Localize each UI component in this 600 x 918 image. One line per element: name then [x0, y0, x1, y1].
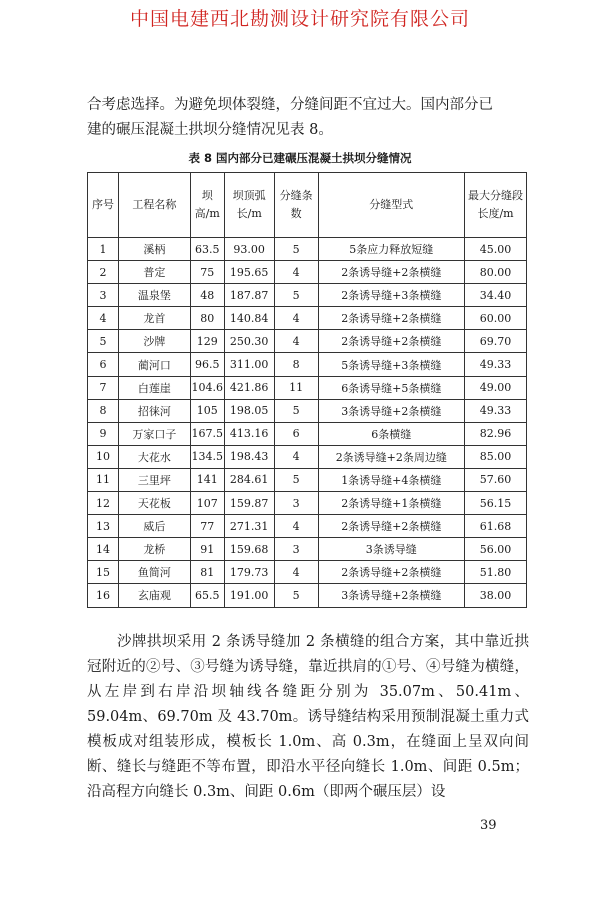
cell-no: 16 — [88, 584, 119, 607]
cell-height: 80 — [190, 307, 224, 330]
cell-name: 龙桥 — [118, 538, 190, 561]
cell-type: 5条应力释放短缝 — [318, 238, 465, 261]
cell-joints: 5 — [274, 468, 318, 491]
cell-height: 91 — [190, 538, 224, 561]
table-row — [88, 399, 527, 422]
cell-no: 10 — [88, 445, 119, 468]
cell-no: 11 — [88, 468, 119, 491]
cell-joints: 11 — [274, 376, 318, 399]
cell-no: 6 — [88, 353, 119, 376]
table-row — [88, 330, 527, 353]
cell-crest: 284.61 — [224, 468, 274, 491]
cell-type: 5条诱导缝+3条横缝 — [318, 353, 465, 376]
intro-paragraph — [87, 93, 529, 143]
cell-height: 129 — [190, 330, 224, 353]
cell-height: 104.6 — [190, 376, 224, 399]
cell-type: 2条诱导缝+2条横缝 — [318, 307, 465, 330]
cell-crest: 198.43 — [224, 445, 274, 468]
intro-line-1: 合考虑选择。为避免坝体裂缝，分缝间距不宜过大。国内部分已 — [87, 97, 493, 113]
cell-crest: 250.30 — [224, 330, 274, 353]
cell-name: 威后 — [118, 515, 190, 538]
cell-type: 2条诱导缝+2条横缝 — [318, 515, 465, 538]
cell-crest: 413.16 — [224, 422, 274, 445]
header-joints: 分缝条数 — [274, 173, 318, 238]
joint-table — [87, 172, 527, 608]
cell-no: 4 — [88, 307, 119, 330]
body-paragraph: 沙牌拱坝采用 2 条诱导缝加 2 条横缝的组合方案，其中靠近拱冠附近的②号、③号缝为诱导缝，靠近拱肩的①号、④号缝为横缝，从左岸到右岸沿坝轴线各缝距分别为 35.07m、50.41m、59.04m、69.70m 及 43.70m。诱导缝结构采用预制混凝土重力式模板成对组装形成，模板长 1.0m、高 0.3m，在缝面上呈双向间断、缝长与缝距不等布置，即沿水平径向缝长 1.0m、间距 0.5m；沿高程方向缝长 0.3m、间距 0.6m（即两个碾压层）设 — [87, 634, 529, 800]
cell-name: 溪柄 — [118, 238, 190, 261]
cell-maxlen: 85.00 — [465, 445, 527, 468]
cell-crest: 198.05 — [224, 399, 274, 422]
cell-type: 2条诱导缝+2条周边缝 — [318, 445, 465, 468]
cell-maxlen: 69.70 — [465, 330, 527, 353]
cell-maxlen: 82.96 — [465, 422, 527, 445]
cell-crest: 421.86 — [224, 376, 274, 399]
cell-height: 65.5 — [190, 584, 224, 607]
cell-maxlen: 49.33 — [465, 399, 527, 422]
cell-name: 天花板 — [118, 492, 190, 515]
cell-joints: 3 — [274, 538, 318, 561]
cell-maxlen: 80.00 — [465, 261, 527, 284]
cell-no: 13 — [88, 515, 119, 538]
cell-name: 白莲崖 — [118, 376, 190, 399]
cell-maxlen: 56.00 — [465, 538, 527, 561]
cell-height: 48 — [190, 284, 224, 307]
table-row — [88, 376, 527, 399]
cell-type: 2条诱导缝+1条横缝 — [318, 492, 465, 515]
cell-name: 玄庙观 — [118, 584, 190, 607]
cell-name: 温泉堡 — [118, 284, 190, 307]
cell-crest: 271.31 — [224, 515, 274, 538]
cell-no: 9 — [88, 422, 119, 445]
cell-no: 5 — [88, 330, 119, 353]
cell-joints: 5 — [274, 399, 318, 422]
cell-maxlen: 51.80 — [465, 561, 527, 584]
cell-height: 141 — [190, 468, 224, 491]
cell-joints: 5 — [274, 238, 318, 261]
table-row — [88, 307, 527, 330]
table-row — [88, 353, 527, 376]
cell-maxlen: 56.15 — [465, 492, 527, 515]
cell-name: 龙首 — [118, 307, 190, 330]
table-row — [88, 261, 527, 284]
cell-type: 2条诱导缝+2条横缝 — [318, 261, 465, 284]
cell-joints: 5 — [274, 284, 318, 307]
cell-maxlen: 61.68 — [465, 515, 527, 538]
cell-type: 2条诱导缝+2条横缝 — [318, 330, 465, 353]
table-row — [88, 284, 527, 307]
table-row — [88, 584, 527, 607]
cell-type: 2条诱导缝+3条横缝 — [318, 284, 465, 307]
cell-type: 3条诱导缝+2条横缝 — [318, 584, 465, 607]
cell-name: 沙牌 — [118, 330, 190, 353]
cell-height: 75 — [190, 261, 224, 284]
table-header-row — [88, 173, 527, 238]
cell-name: 蔺河口 — [118, 353, 190, 376]
cell-no: 14 — [88, 538, 119, 561]
cell-no: 2 — [88, 261, 119, 284]
cell-crest: 179.73 — [224, 561, 274, 584]
cell-joints: 4 — [274, 330, 318, 353]
table-row — [88, 422, 527, 445]
table-row — [88, 238, 527, 261]
cell-no: 12 — [88, 492, 119, 515]
cell-name: 招徕河 — [118, 399, 190, 422]
cell-name: 大花水 — [118, 445, 190, 468]
cell-crest: 195.65 — [224, 261, 274, 284]
cell-no: 3 — [88, 284, 119, 307]
cell-joints: 4 — [274, 307, 318, 330]
cell-height: 105 — [190, 399, 224, 422]
cell-no: 7 — [88, 376, 119, 399]
table-row — [88, 445, 527, 468]
cell-maxlen: 34.40 — [465, 284, 527, 307]
cell-crest: 187.87 — [224, 284, 274, 307]
cell-type: 3条诱导缝 — [318, 538, 465, 561]
header-name: 工程名称 — [118, 173, 190, 238]
cell-maxlen: 60.00 — [465, 307, 527, 330]
cell-height: 96.5 — [190, 353, 224, 376]
cell-joints: 6 — [274, 422, 318, 445]
cell-maxlen: 57.60 — [465, 468, 527, 491]
table-row — [88, 515, 527, 538]
table-row — [88, 492, 527, 515]
header-type: 分缝型式 — [318, 173, 465, 238]
cell-type: 2条诱导缝+2条横缝 — [318, 561, 465, 584]
cell-joints: 4 — [274, 561, 318, 584]
cell-height: 63.5 — [190, 238, 224, 261]
cell-joints: 4 — [274, 445, 318, 468]
cell-type: 6条横缝 — [318, 422, 465, 445]
cell-crest: 159.68 — [224, 538, 274, 561]
page-number: 39 — [480, 818, 497, 833]
cell-height: 81 — [190, 561, 224, 584]
cell-crest: 159.87 — [224, 492, 274, 515]
cell-no: 1 — [88, 238, 119, 261]
cell-type: 3条诱导缝+2条横缝 — [318, 399, 465, 422]
cell-type: 6条诱导缝+5条横缝 — [318, 376, 465, 399]
cell-type: 1条诱导缝+4条横缝 — [318, 468, 465, 491]
header-height: 坝高/m — [190, 173, 224, 238]
table-caption: 表 8 国内部分已建碾压混凝土拱坝分缝情况 — [188, 151, 412, 165]
cell-height: 107 — [190, 492, 224, 515]
cell-crest: 140.84 — [224, 307, 274, 330]
cell-height: 167.5 — [190, 422, 224, 445]
cell-joints: 3 — [274, 492, 318, 515]
cell-maxlen: 45.00 — [465, 238, 527, 261]
cell-name: 万家口子 — [118, 422, 190, 445]
table-row — [88, 538, 527, 561]
cell-maxlen: 49.33 — [465, 353, 527, 376]
cell-maxlen: 38.00 — [465, 584, 527, 607]
cell-name: 三里坪 — [118, 468, 190, 491]
cell-no: 8 — [88, 399, 119, 422]
cell-joints: 4 — [274, 261, 318, 284]
table-row — [88, 561, 527, 584]
cell-name: 普定 — [118, 261, 190, 284]
header-org: 中国电建西北勘测设计研究院有限公司 — [129, 8, 470, 30]
cell-joints: 8 — [274, 353, 318, 376]
header-no: 序号 — [88, 173, 119, 238]
header-maxlen: 最大分缝段长度/m — [465, 173, 527, 238]
table-row — [88, 468, 527, 491]
cell-name: 鱼简河 — [118, 561, 190, 584]
cell-height: 134.5 — [190, 445, 224, 468]
cell-maxlen: 49.00 — [465, 376, 527, 399]
cell-crest: 191.00 — [224, 584, 274, 607]
cell-joints: 5 — [274, 584, 318, 607]
intro-line-2: 建的碾压混凝土拱坝分缝情况见表 8。 — [87, 122, 333, 138]
cell-joints: 4 — [274, 515, 318, 538]
cell-no: 15 — [88, 561, 119, 584]
cell-crest: 311.00 — [224, 353, 274, 376]
header-crest: 坝顶弧长/m — [224, 173, 274, 238]
cell-height: 77 — [190, 515, 224, 538]
cell-crest: 93.00 — [224, 238, 274, 261]
